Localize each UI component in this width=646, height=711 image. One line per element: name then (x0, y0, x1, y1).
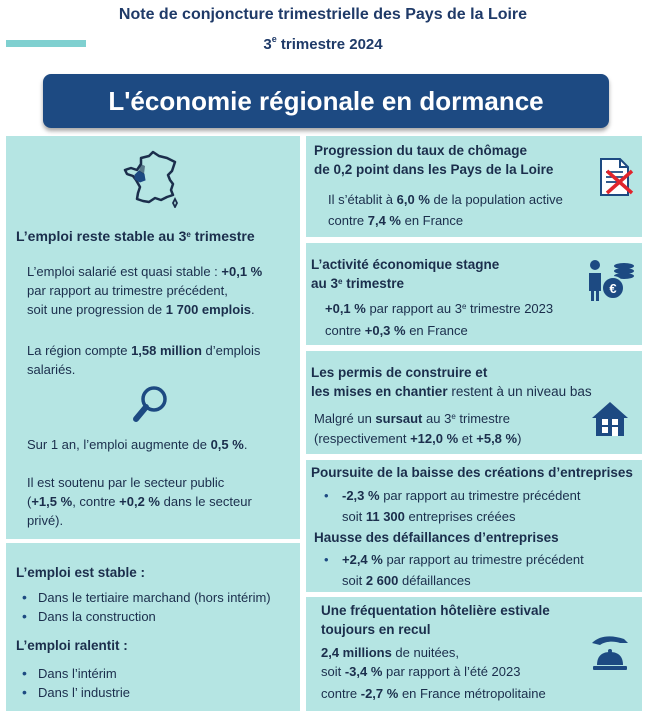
employment-heading: L’emploi reste stable au 3e trimestre (16, 228, 255, 244)
employment-paragraph-4: Il est soutenu par le secteur public (+1,5 %, contre +0,2 % dans le secteur privé). (27, 475, 252, 528)
magnifier-icon (131, 384, 171, 424)
creations-heading: Poursuite de la baisse des créations d’entreprises (311, 465, 633, 480)
house-icon (590, 399, 630, 439)
unemployment-text: Il s’établit à 6,0 % de la population active contre 7,4 % en France (328, 192, 563, 228)
activity-panel (306, 243, 642, 345)
report-quarter: 3e trimestre 2024 (263, 34, 383, 53)
sectors-panel (6, 543, 300, 711)
employment-paragraph-2: La région compte 1,58 million d’emplois salariés. (27, 343, 261, 377)
stable-list (20, 588, 298, 626)
unemployment-heading: Progression du taux de chômage de 0,2 point dans les Pays de la Loire (314, 143, 554, 177)
list-item: • Dans l’intérim (20, 664, 298, 683)
construction-heading: Les permis de construire et les mises en chantier restent à un niveau bas (311, 365, 592, 399)
slowdown-heading: L’emploi ralentit : (16, 638, 128, 653)
unemployment-panel (306, 136, 642, 237)
employment-panel (6, 136, 300, 539)
stable-heading: L’emploi est stable : (16, 565, 146, 580)
france-map-icon (122, 150, 180, 208)
list-item: • Dans l’ industrie (20, 683, 298, 702)
report-title: Note de conjoncture trimestrielle des Pays de la Loire (118, 6, 528, 23)
companies-panel (306, 460, 642, 592)
document-crossed-icon (596, 156, 636, 198)
hotel-heading: Une fréquentation hôtelière estivale toujours en recul (321, 603, 550, 637)
employment-paragraph-1: L’emploi salarié est quasi stable : +0,1 % par rapport au trimestre précédent, soit une progression de 1 700 emplois. (27, 264, 263, 317)
employment-paragraph-3: Sur 1 an, l’emploi augmente de 0,5 %. (27, 437, 248, 452)
list-item: • Dans la construction (20, 607, 298, 626)
hotel-panel (306, 597, 642, 711)
service-bell-icon (586, 631, 634, 677)
failures-heading: Hausse des défaillances d’entreprises (314, 530, 559, 545)
svg-text:€: € (609, 281, 617, 296)
list-item: • Dans le tertiaire marchand (hors intérim) (20, 588, 298, 607)
construction-text: Malgré un sursaut au 3e trimestre (respectivement +12,0 % et +5,8 %) (314, 411, 522, 446)
person-coins-icon (586, 257, 636, 303)
slowdown-list (20, 664, 298, 702)
main-title-banner: L'économie régionale en dormance (43, 74, 609, 128)
hotel-text: 2,4 millions de nuitées, soit -3,4 % par rapport à l’été 2023 contre -2,7 % en France métropolitaine (321, 645, 546, 701)
construction-panel (306, 351, 642, 454)
activity-heading: L’activité économique stagne au 3e trimestre (311, 257, 500, 291)
creations-text: • -2,3 % par rapport au trimestre précédent soit 11 300 entreprises créées (324, 488, 581, 524)
failures-text: • +2,4 % par rapport au trimestre précédent soit 2 600 défaillances (324, 552, 584, 588)
activity-text: +0,1 % par rapport au 3e trimestre 2023 contre +0,3 % en France (325, 301, 554, 338)
